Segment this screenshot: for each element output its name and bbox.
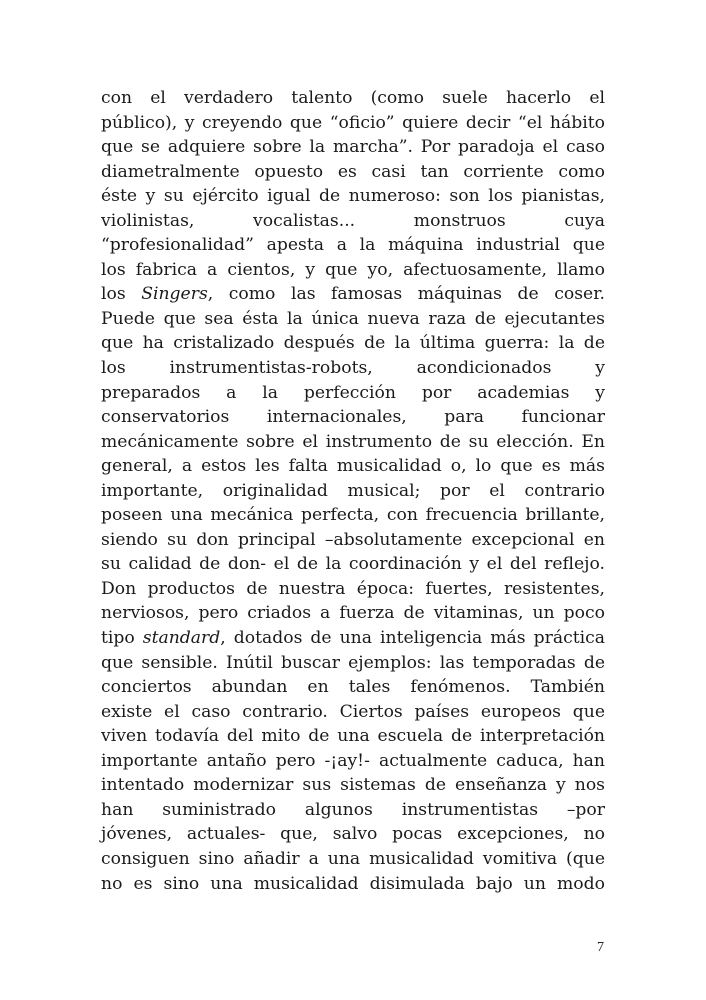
text-line — [101, 430, 605, 455]
italic-text: Singers — [141, 284, 208, 305]
text-line — [101, 503, 605, 528]
text-segment: público), y creyendo que “oficio” quiere decir “el hábito — [101, 112, 605, 133]
text-line — [101, 773, 605, 798]
text-segment: que se adquiere sobre la marcha”. Por paradoja el caso — [101, 137, 605, 158]
text-segment: conservatorios internacionales, para funcionar — [101, 407, 605, 428]
text-segment: diametralmente opuesto es casi tan corriente como — [101, 161, 605, 182]
text-line — [101, 454, 605, 479]
text-segment: general, a estos les falta musicalidad o, lo que es más — [101, 456, 605, 477]
text-line — [101, 651, 605, 676]
text-line — [101, 86, 605, 111]
text-segment: que sensible. Inútil buscar ejemplos: las temporadas de — [101, 652, 605, 673]
text-segment: tipo — [101, 628, 143, 649]
text-segment: , como las famosas máquinas de coser. — [207, 284, 605, 305]
text-line — [101, 331, 605, 356]
text-segment: importante antaño pero -¡ay!- actualmente caduca, han — [101, 750, 605, 771]
text-line — [101, 577, 605, 602]
text-line — [101, 135, 605, 160]
text-line — [101, 822, 605, 847]
text-segment: preparados a la perfección por academias y — [101, 382, 605, 403]
text-segment: jóvenes, actuales- que, salvo pocas excepciones, no — [101, 824, 605, 845]
text-line — [101, 258, 605, 283]
text-segment: viven todavía del mito de una escuela de interpretación — [101, 726, 605, 747]
text-line — [101, 552, 605, 577]
text-line — [101, 479, 605, 504]
text-line — [101, 749, 605, 774]
text-segment: Puede que sea ésta la única nueva raza de ejecutantes — [101, 308, 605, 329]
text-line — [101, 233, 605, 258]
text-segment: consiguen sino añadir a una musicalidad vomitiva (que — [101, 848, 605, 869]
text-line — [101, 356, 605, 381]
text-line — [101, 798, 605, 823]
text-line — [101, 282, 605, 307]
text-segment: poseen una mecánica perfecta, con frecuencia brillante, — [101, 505, 605, 526]
text-segment: “profesionalidad” apesta a la máquina industrial que — [101, 235, 605, 256]
page-number: 7 — [597, 940, 604, 955]
text-segment: éste y su ejército igual de numeroso: son los pianistas, — [101, 186, 605, 207]
text-segment: los instrumentistas-robots, acondicionados y — [101, 358, 605, 379]
italic-text: standard — [142, 628, 221, 649]
text-segment: intentado modernizar sus sistemas de enseñanza y nos — [101, 775, 605, 796]
text-segment: mecánicamente sobre el instrumento de su elección. En — [101, 431, 605, 452]
text-segment: han suministrado algunos instrumentistas –por — [101, 799, 605, 820]
text-segment: , dotados de una inteligencia más práctica — [220, 628, 605, 649]
text-segment: no es sino una musicalidad disimulada bajo un modo — [101, 873, 605, 894]
text-segment: conciertos abundan en tales fenómenos. También — [101, 677, 605, 698]
text-segment: los — [101, 284, 142, 305]
text-line — [101, 872, 605, 897]
text-segment: existe el caso contrario. Ciertos países europeos que — [101, 701, 605, 722]
text-line — [101, 209, 605, 234]
text-line — [101, 847, 605, 872]
text-line — [101, 111, 605, 136]
text-line — [101, 405, 605, 430]
text-segment: que ha cristalizado después de la última guerra: la de — [101, 333, 605, 354]
text-line — [101, 184, 605, 209]
text-line — [101, 160, 605, 185]
text-segment: con el verdadero talento (como suele hacerlo el — [101, 88, 605, 108]
text-line — [101, 626, 605, 651]
text-line — [101, 381, 605, 406]
text-segment: nerviosos, pero criados a fuerza de vitaminas, un poco — [101, 603, 605, 624]
text-line — [101, 307, 605, 332]
text-line — [101, 675, 605, 700]
text-segment: Don productos de nuestra época: fuertes, resistentes, — [101, 578, 605, 599]
text-line — [101, 601, 605, 626]
text-segment: violinistas, vocalistas... monstruos cuya — [101, 210, 605, 231]
text-line — [101, 528, 605, 553]
text-segment: su calidad de don- el de la coordinación y el del reflejo. — [101, 554, 605, 575]
text-segment: los fabrica a cientos, y que yo, afectuosamente, llamo — [101, 259, 605, 280]
text-segment: siendo su don principal –absolutamente excepcional en — [101, 529, 605, 550]
text-segment: importante, originalidad musical; por el contrario — [101, 480, 605, 501]
text-line — [101, 724, 605, 749]
text-line — [101, 700, 605, 725]
body-text — [101, 86, 605, 896]
